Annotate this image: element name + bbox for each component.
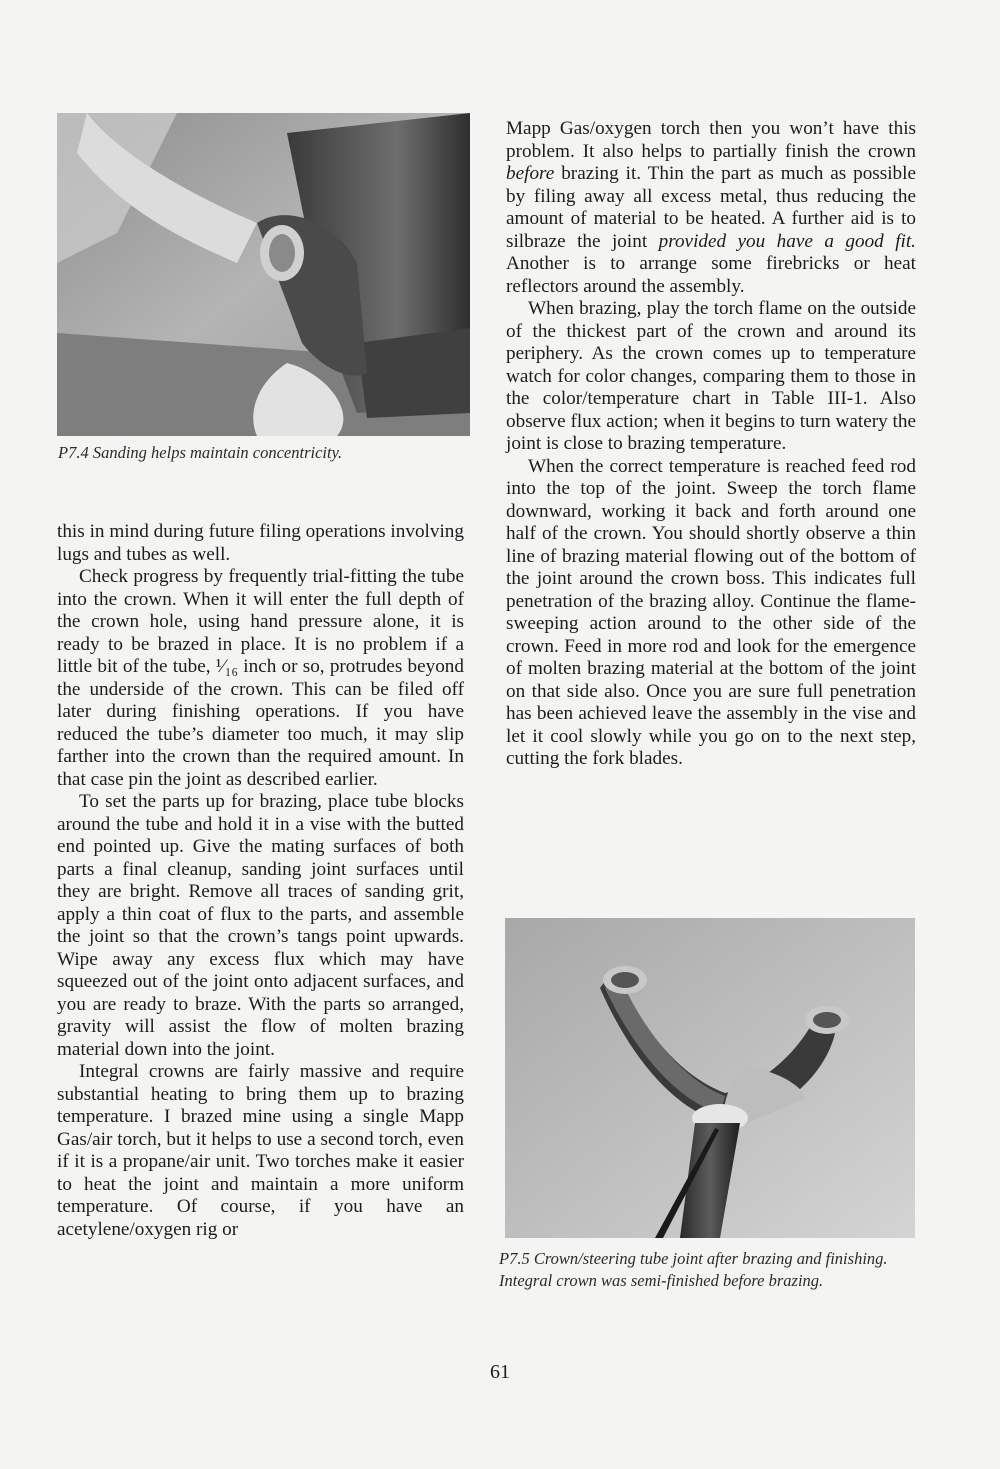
paragraph: When brazing, play the torch flame on the outside of the thickest part of the crown and around its periphery. As the crown comes up to temperature watch for color changes, comparing them to those in the color/temperature chart in Table III-1. Also observe flux action; when it begins to turn watery the joint is close to brazing temperature.: [506, 298, 916, 454]
emphasis-text: provided you have a good fit.: [658, 230, 916, 252]
paragraph: [506, 118, 916, 298]
photo-p7-5-image: [505, 918, 915, 1238]
text-run: Mapp Gas/oxygen torch then you won’t have this problem. It also helps to partially finish the crown: [506, 118, 916, 162]
paragraph: To set the parts up for brazing, place tube blocks around the tube and hold it in a vise with the butted end pointed up. Give the mating surfaces of both parts a final cleanup, sanding joint surfaces until they are bright. Remove all traces of sanding grit, apply a thin coat of flux to the parts, and assemble the joint so that the crown’s tangs point upwards. Wipe away any excess flux which may have squeezed out of the joint onto adjacent surfaces, and you are ready to braze. With the parts so arranged, gravity will assist the flow of molten brazing material down into the joint.: [57, 791, 464, 1060]
page-number: 61: [490, 1361, 510, 1383]
text-run: Another is to arrange some firebricks or heat reflectors around the assembly.: [506, 253, 916, 297]
paragraph: When the correct temperature is reached feed rod into the top of the joint. Sweep the torch flame downward, working it back and forth around one half of the crown. You should shortly observe a thin line of brazing material flowing out of the bottom of the joint around the crown boss. This indicates full penetration of the brazing alloy. Continue the flame-sweeping action around to the other side of the crown. Feed in more rod and look for the emergence of molten brazing material at the bottom of the joint on that side also. Once you are sure full penetration has been achieved leave the assembly in the vise and let it cool slowly while you go on to the next step, cutting the fork blades.: [506, 455, 916, 769]
paragraph: Check progress by frequently trial-fitting the tube into the crown. When it will enter the full depth of the crown hole, using hand pressure alone, it is ready to be brazed in place. It is no problem if a little bit of the tube, ¹⁄₁₆ inch or so, protrudes beyond the underside of the crown. This can be filed off later during finishing operations. If you have reduced the tube’s diameter too much, it may slip farther into the crown than the required amount. In that case pin the joint as described earlier.: [57, 566, 464, 790]
photo-p7-4-sanding: [57, 113, 470, 436]
right-column: [506, 118, 916, 771]
caption-p7-4: P7.4 Sanding helps maintain concentricity.: [58, 443, 343, 462]
emphasis-text: before: [506, 163, 555, 184]
paragraph: Integral crowns are fairly massive and require substantial heating to bring them up to brazing temperature. I brazed mine using a single Mapp Gas/air torch, but it helps to use a second torch, even if it is a propane/air unit. Two torches make it easier to heat the joint and maintain a more uniform temperature. Of course, if you have an acetylene/oxygen rig or: [57, 1061, 464, 1240]
text-run: brazing it. Thin the part as much as possible by filing away all excess metal, thus reducing the amount of material to be heated. A further aid is to silbraze the joint: [506, 163, 916, 252]
paragraph: this in mind during future filing operations involving lugs and tubes as well.: [57, 521, 464, 565]
caption-p7-5: P7.5 Crown/steering tube joint after brazing and finishing. Integral crown was semi-finished before brazing.: [499, 1249, 888, 1290]
photo-p7-5-crown: [505, 918, 915, 1238]
left-column: [57, 521, 464, 1241]
photo-p7-4-image: [57, 113, 470, 436]
